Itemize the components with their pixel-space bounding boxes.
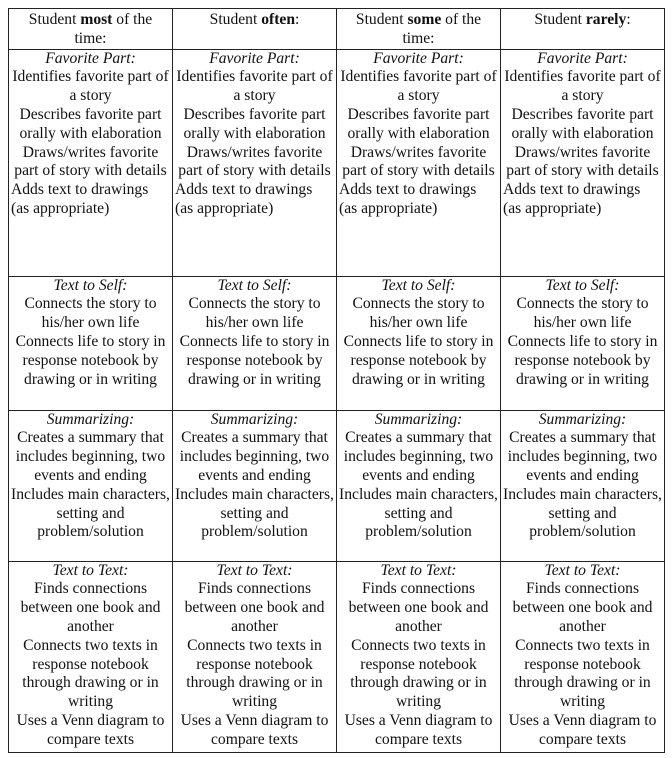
criterion-line: Connects the story to his/her own life	[516, 295, 649, 332]
criterion-line: Describes favorite part orally with elaboration	[183, 105, 326, 142]
criterion-line: Adds text to drawings (as appropriate)	[339, 181, 477, 217]
criterion-line: Identifies favorite part of a story	[176, 68, 333, 105]
header-rarely: Student rarely:	[501, 9, 665, 50]
rubric-cell	[9, 410, 173, 561]
criterion-line: Creates a summary that includes beginning, two events and ending	[179, 429, 330, 484]
criterion-line: Identifies favorite part of a story	[12, 68, 169, 105]
criterion-title: Text to Self:	[545, 276, 620, 294]
criterion-title: Summarizing:	[374, 410, 463, 428]
criterion-line: Identifies favorite part of a story	[340, 68, 497, 105]
rubric-cell	[173, 561, 337, 752]
criterion-title: Summarizing:	[46, 410, 135, 428]
criterion-title: Summarizing:	[210, 410, 299, 428]
criterion-title: Favorite Part:	[209, 49, 300, 67]
rubric-cell	[173, 276, 337, 410]
criterion-line: Adds text to drawings (as appropriate)	[175, 181, 313, 217]
criterion-line: Finds connections between one book and another	[512, 580, 653, 635]
criterion-title: Text to Self:	[217, 276, 292, 294]
rubric-cell	[173, 410, 337, 561]
criterion-line: Adds text to drawings (as appropriate)	[11, 181, 149, 217]
rubric-cell	[337, 49, 501, 276]
criterion-line: Connects the story to his/her own life	[188, 295, 321, 332]
criterion-line: Describes favorite part orally with elaboration	[19, 105, 162, 142]
criterion-line: Draws/writes favorite part of story with details	[14, 143, 167, 180]
rubric-cell	[337, 561, 501, 752]
header-often: Student often:	[173, 9, 337, 50]
header-row	[9, 9, 665, 50]
criterion-line: Includes main characters, setting and problem/solution	[175, 485, 334, 541]
criterion-line: Connects the story to his/her own life	[352, 295, 485, 332]
criterion-line: Creates a summary that includes beginning, two events and ending	[507, 429, 658, 484]
criterion-line: Creates a summary that includes beginning, two events and ending	[15, 429, 166, 484]
criterion-title: Text to Self:	[381, 276, 456, 294]
criterion-line: Connects life to story in response notebook by drawing or in writing	[343, 332, 494, 388]
rubric-cell	[9, 276, 173, 410]
criterion-line: Finds connections between one book and another	[20, 580, 161, 635]
header-most: Student most of the time:	[9, 9, 173, 50]
rubric-cell	[501, 410, 665, 561]
rubric-cell	[501, 276, 665, 410]
criterion-line: Includes main characters, setting and problem/solution	[11, 485, 170, 541]
criterion-line: Draws/writes favorite part of story with details	[506, 143, 659, 180]
criterion-title: Favorite Part:	[537, 49, 628, 67]
criterion-title: Text to Self:	[53, 276, 128, 294]
criterion-line: Connects two texts in response notebook through drawing or in writing	[514, 636, 651, 711]
criterion-line: Draws/writes favorite part of story with details	[342, 143, 495, 180]
criterion-line: Connects life to story in response notebook by drawing or in writing	[507, 332, 658, 388]
criterion-line: Connects two texts in response notebook through drawing or in writing	[22, 636, 159, 711]
criterion-title: Favorite Part:	[45, 49, 136, 67]
criterion-line: Creates a summary that includes beginning, two events and ending	[343, 429, 494, 484]
criterion-title: Text to Text:	[52, 561, 129, 579]
criterion-title: Favorite Part:	[373, 49, 464, 67]
criterion-line: Uses a Venn diagram to compare texts	[508, 711, 657, 748]
criterion-line: Finds connections between one book and another	[184, 580, 325, 635]
rubric-cell	[337, 410, 501, 561]
rubric-table	[8, 8, 665, 753]
rubric-cell	[501, 561, 665, 752]
criterion-line: Includes main characters, setting and problem/solution	[339, 485, 498, 541]
criterion-line: Uses a Venn diagram to compare texts	[180, 711, 329, 748]
text-to-self-row	[9, 276, 665, 410]
rubric-cell	[337, 276, 501, 410]
criterion-line: Describes favorite part orally with elaboration	[347, 105, 490, 142]
criterion-title: Text to Text:	[380, 561, 457, 579]
header-some: Student some of the time:	[337, 9, 501, 50]
criterion-line: Connects life to story in response notebook by drawing or in writing	[179, 332, 330, 388]
rubric-cell	[9, 561, 173, 752]
criterion-line: Finds connections between one book and another	[348, 580, 489, 635]
rubric-cell	[9, 49, 173, 276]
criterion-line: Connects life to story in response notebook by drawing or in writing	[15, 332, 166, 388]
criterion-line: Uses a Venn diagram to compare texts	[16, 711, 165, 748]
criterion-line: Describes favorite part orally with elaboration	[511, 105, 654, 142]
summarizing-row	[9, 410, 665, 561]
criterion-line: Identifies favorite part of a story	[504, 68, 661, 105]
rubric-cell	[173, 49, 337, 276]
rubric-cell	[501, 49, 665, 276]
criterion-line: Connects two texts in response notebook through drawing or in writing	[186, 636, 323, 711]
criterion-line: Adds text to drawings (as appropriate)	[503, 181, 641, 217]
criterion-line: Draws/writes favorite part of story with details	[178, 143, 331, 180]
criterion-title: Summarizing:	[538, 410, 627, 428]
criterion-line: Connects two texts in response notebook through drawing or in writing	[350, 636, 487, 711]
criterion-line: Includes main characters, setting and problem/solution	[503, 485, 662, 541]
favorite-part-row	[9, 49, 665, 276]
criterion-title: Text to Text:	[216, 561, 293, 579]
criterion-title: Text to Text:	[544, 561, 621, 579]
criterion-line: Uses a Venn diagram to compare texts	[344, 711, 493, 748]
criterion-line: Connects the story to his/her own life	[24, 295, 157, 332]
text-to-text-row	[9, 561, 665, 752]
